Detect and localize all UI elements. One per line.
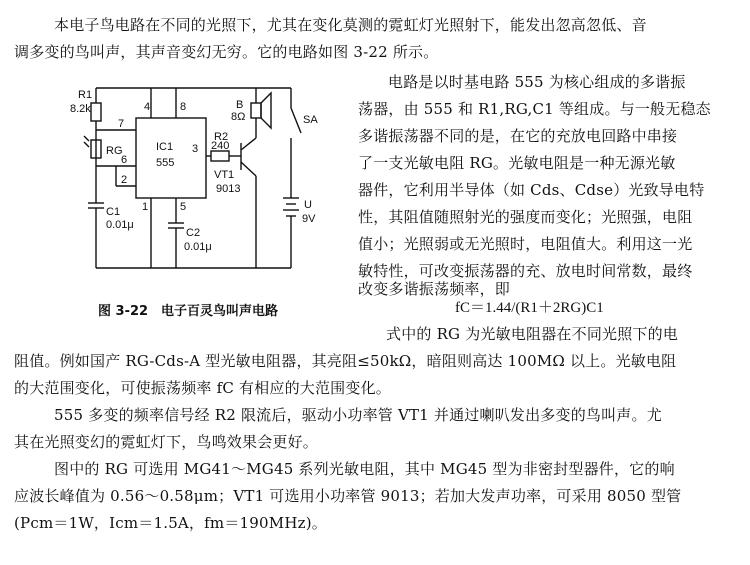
body-line: 图中的 RG 可选用 MG41～MG45 系列光敏电阻，其中 MG45 型为非密封型器件，它的响 [54, 460, 675, 478]
right-line: 敏特性，可改变振荡器的充、放电时间常数，最终 [358, 262, 693, 280]
battery-label: U [304, 199, 312, 211]
circuit-diagram [70, 78, 336, 288]
pin8-label: 8 [180, 101, 187, 113]
right-line: 多谐振荡器不同的是，在它的充放电回路中串接 [358, 127, 678, 145]
right-line: 值小；光照弱或无光照时，电阻值大。利用这一光 [358, 235, 693, 253]
pin1-label: 1 [142, 201, 149, 213]
intro-line-2: 调多变的鸟叫声，其声音变幻无穷。它的电路如图 3-22 所示。 [14, 43, 439, 61]
body-line: 阻值。例如国产 RG-Cds-A 型光敏电阻器，其亮阻≤50kΩ，暗阻则高达 100MΩ 以上。光敏电阻 [14, 352, 677, 370]
figure-caption: 图 3-22 电子百灵鸟叫声电路 [98, 304, 279, 319]
r1-value: 8.2k [70, 103, 91, 115]
pin3-label: 3 [192, 143, 199, 155]
ic-type: 555 [156, 157, 175, 169]
body-line: 应波长峰值为 0.56～0.58μm；VT1 可选用小功率管 9013；若加大发声功率，可采用 8050 型管 [14, 487, 682, 505]
right-line: 电路是以时基电路 555 为核心组成的多谐振 [388, 73, 686, 91]
c2-label: C2 [186, 227, 201, 239]
pin6-label: 6 [121, 154, 128, 166]
ic-label: IC1 [156, 141, 174, 153]
c2-value: 0.01μ [184, 241, 212, 253]
speaker-label: B [236, 99, 244, 111]
speaker-value: 8Ω [231, 111, 246, 123]
pin4-label: 4 [144, 101, 151, 113]
body-line: 其在光照变幻的霓虹灯下，鸟鸣效果会更好。 [14, 433, 319, 451]
c1-label: C1 [106, 206, 121, 218]
body-line: 式中的 RG 为光敏电阻器在不同光照下的电 [386, 325, 679, 343]
battery-value: 9V [302, 213, 316, 225]
right-line: 性，其阻值随照射光的强度而变化；光照强，电阻 [358, 208, 693, 226]
right-line: 荡器，由 555 和 R1,RG,C1 等组成。与一般无稳态 [358, 100, 711, 118]
vt-type: 9013 [216, 183, 241, 195]
pin2-label: 2 [121, 174, 128, 186]
r1-label: R1 [78, 89, 93, 101]
vt-label: VT1 [214, 169, 235, 181]
body-line: (Pcm＝1W，Icm＝1.5A，fm＝190MHz)。 [14, 514, 327, 532]
pin7-label: 7 [118, 118, 125, 130]
rg-label: RG [106, 145, 123, 157]
pin5-label: 5 [180, 201, 187, 213]
r2-label: R2 [214, 131, 229, 143]
intro-line-1: 本电子鸟电路在不同的光照下，尤其在变化莫测的霓虹灯光照射下，能发出忽高忽低、音 [54, 16, 647, 34]
body-line: 的大范围变化，可使振荡频率 fC 有相应的大范围变化。 [14, 379, 391, 397]
right-line: 改变多谐振荡频率，即 [358, 280, 511, 298]
switch-label: SA [303, 114, 318, 126]
right-line: 了一支光敏电阻 RG。光敏电阻是一种无源光敏 [358, 154, 676, 172]
c1-value: 0.01μ [106, 219, 134, 231]
frequency-formula: fC＝1.44/(R1＋2RG)C1 [455, 300, 604, 316]
body-line: 555 多变的频率信号经 R2 限流后，驱动小功率管 VT1 并通过喇叭发出多变的鸟叫声。尤 [54, 406, 662, 424]
right-line: 器件，它利用半导体（如 Cds、Cdse）光致导电特 [358, 181, 705, 199]
r2-value: 240 [211, 140, 230, 152]
